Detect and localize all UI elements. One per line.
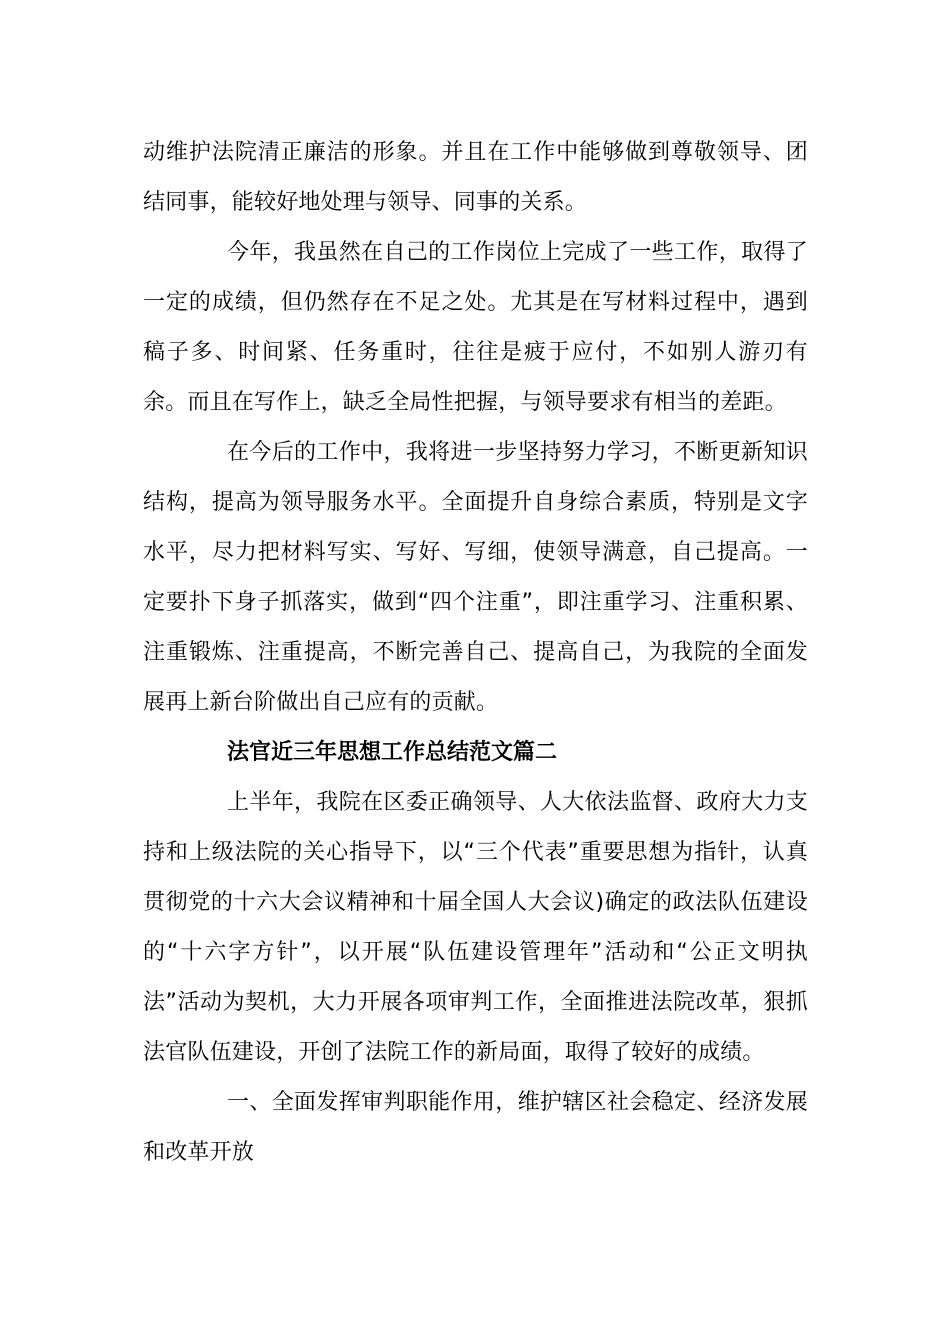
paragraph-section-one-title: 一、全面发挥审判职能作用，维护辖区社会稳定、经济发展和改革开放: [143, 1090, 808, 1165]
paragraph-shortcomings: 今年，我虽然在自己的工作岗位上完成了一些工作，取得了一定的成绩，但仍然存在不足之处。尤其是在写材料过程中，遇到稿子多、时间紧、任务重时，往往是疲于应付，不如别人游刃有余。而且在写作上，缺乏全局性把握，与领导要求有相当的差距。: [143, 240, 808, 415]
paragraph-continued: 动维护法院清正廉洁的形象。并且在工作中能够做到尊敬领导、团结同事，能较好地处理与领导、同事的关系。: [143, 140, 808, 215]
section-heading: 法官近三年思想工作总结范文篇二: [227, 740, 558, 765]
document-body: [143, 128, 808, 1178]
paragraph-first-half-year: 上半年，我院在区委正确领导、人大依法监督、政府大力支持和上级法院的关心指导下，以“三个代表”重要思想为指针，认真贯彻党的十六大会议精神和十届全国人大会议)确定的政法队伍建设的“十六字方针”，以开展“队伍建设管理年”活动和“公正文明执法”活动为契机，大力开展各项审判工作，全面推进法院改革，狠抓法官队伍建设，开创了法院工作的新局面，取得了较好的成绩。: [143, 790, 808, 1065]
paragraph-future-plans: 在今后的工作中，我将进一步坚持努力学习，不断更新知识结构，提高为领导服务水平。全面提升自身综合素质，特别是文字水平，尽力把材料写实、写好、写细，使领导满意，自己提高。一定要扑下身子抓落实，做到“四个注重”，即注重学习、注重积累、注重锻炼、注重提高，不断完善自己、提高自己，为我院的全面发展再上新台阶做出自己应有的贡献。: [143, 440, 808, 715]
